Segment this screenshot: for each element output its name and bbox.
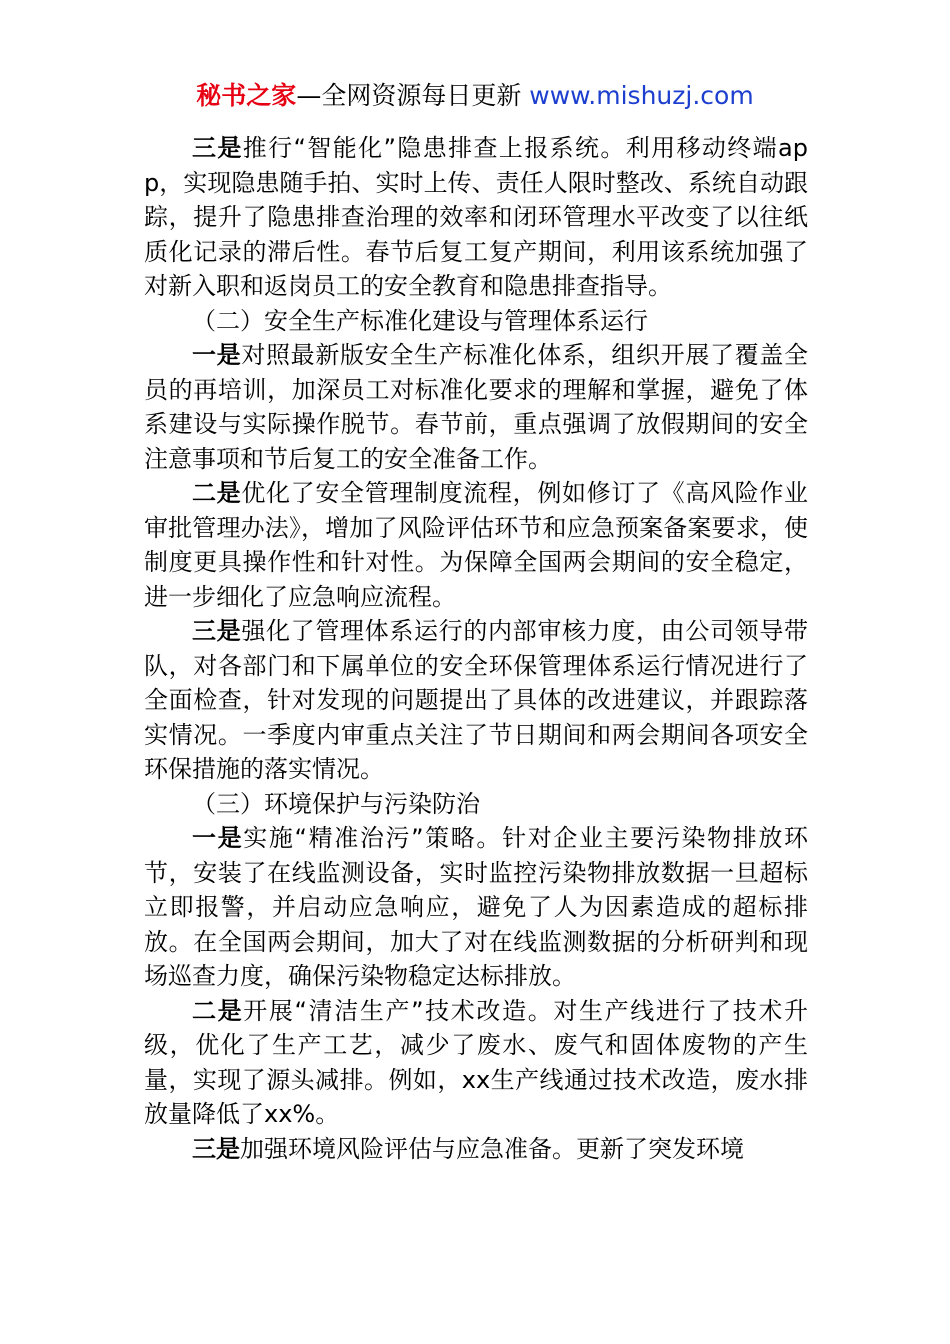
section-heading-text: （三）环境保护与污染防治 <box>192 789 480 818</box>
paragraph-san-shi-risk-assessment <box>144 1132 808 1167</box>
site-tagline: —全网资源每日更新 <box>296 81 530 110</box>
paragraph-er-shi-clean-production <box>144 994 808 1132</box>
paragraph-text: 实施“精准治污”策略。针对企业主要污染物排放环节，安装了在线监测设备，实时监控污染物排放数据一旦超标立即报警，并启动应急响应，避免了人为因素造成的超标排放。在全国两会期间，加大了对在线监测数据的分析研判和现场巡查力度，确保污染物稳定达标排放。 <box>144 824 808 990</box>
site-url-link[interactable]: www.mishuzj.com <box>529 81 754 110</box>
paragraph-lead: 三是 <box>192 134 243 162</box>
paragraph-text: 开展“清洁生产”技术改造。对生产线进行了技术升级，优化了生产工艺，减少了废水、废气和固体废物的产生量，实现了源头减排。例如，xx生产线通过技术改造，废水排放量降低了xx%。 <box>144 996 808 1128</box>
section-heading-3 <box>144 787 808 822</box>
paragraph-text: 强化了管理体系运行的内部审核力度，由公司领导带队，对各部门和下属单位的安全环保管理体系运行情况进行了全面检查，针对发现的问题提出了具体的改进建议，并跟踪落实情况。一季度内审重点关注了节日期间和两会期间各项安全环保措施的落实情况。 <box>144 617 809 783</box>
section-heading-2 <box>144 304 808 339</box>
paragraph-lead: 一是 <box>192 341 242 369</box>
paragraph-san-shi-internal-audit <box>144 614 808 787</box>
paragraph-lead: 三是 <box>192 1134 240 1163</box>
paragraph-lead: 二是 <box>192 996 244 1025</box>
paragraph-yi-shi-standardization <box>144 338 808 476</box>
paragraph-text: 加强环境风险评估与应急准备。更新了突发环境 <box>240 1134 744 1163</box>
section-heading-text: （二）安全生产标准化建设与管理体系运行 <box>192 306 648 335</box>
paragraph-text: 对照最新版安全生产标准化体系，组织开展了覆盖全员的再培训，加深员工对标准化要求的理解和掌握，避免了体系建设与实际操作脱节。春节前，重点强调了放假期间的安全注意事项和节后复工的安全准备工作。 <box>144 341 809 473</box>
paragraph-yi-shi-precise-pollution <box>144 821 808 994</box>
paragraph-san-shi-smart-system <box>144 131 808 304</box>
paragraph-lead: 二是 <box>192 479 242 507</box>
site-header <box>0 78 950 114</box>
document-body <box>144 131 808 1166</box>
paragraph-text: 优化了安全管理制度流程，例如修订了《高风险作业审批管理办法》，增加了风险评估环节和应急预案备案要求，使制度更具操作性和针对性。为保障全国两会期间的安全稳定，进一步细化了应急响应流程。 <box>144 479 809 611</box>
paragraph-lead: 一是 <box>192 824 244 852</box>
site-brand: 秘书之家 <box>196 81 297 110</box>
paragraph-er-shi-management-process <box>144 476 808 614</box>
paragraph-lead: 三是 <box>192 617 242 645</box>
paragraph-text: 推行“智能化”隐患排查上报系统。利用移动终端app，实现隐患随手拍、实时上传、责任人限时整改、系统自动跟踪，提升了隐患排查治理的效率和闭环管理水平改变了以往纸质化记录的滞后性。春节后复工复产期间，利用该系统加强了对新入职和返岗员工的安全教育和隐患排查指导。 <box>144 134 808 300</box>
